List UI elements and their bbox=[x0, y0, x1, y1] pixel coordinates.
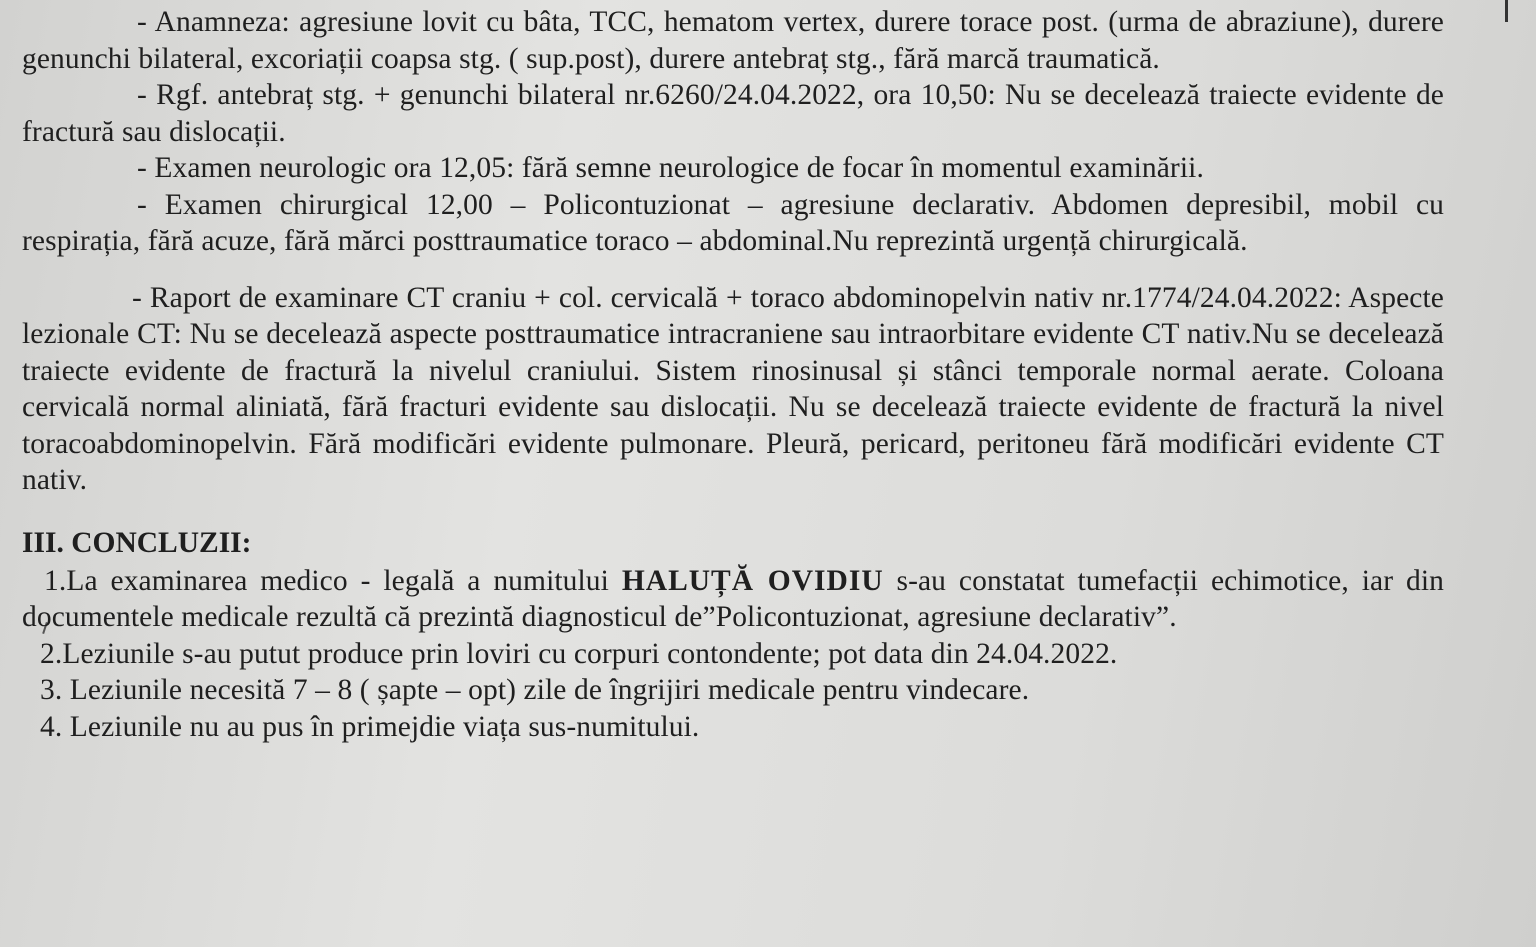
paragraph-radiography: - Rgf. antebraț stg. + genunchi bilateral nr.6260/24.04.2022, ora 10,50: Nu se decelează traiecte evidente de fractură sau dislocații. bbox=[22, 79, 1444, 148]
conclusion-item: 4. Leziunile nu au pus în primejdie viața sus-numitului. bbox=[40, 710, 700, 743]
document-body bbox=[22, 4, 1444, 745]
paragraph-anamneza: - Anamneza: agresiune lovit cu bâta, TCC, hematom vertex, durere torace post. (urma de abraziune), durere genunchi bilateral, excoriații coapsa stg. ( sup.post), durere antebraț stg., fără marcă traumatică. bbox=[22, 6, 1444, 75]
conclusions-heading: III. CONCLUZII: bbox=[22, 526, 252, 559]
edge-mark bbox=[1505, 0, 1508, 22]
paragraph-surgical-exam: - Examen chirurgical 12,00 – Policontuzionat – agresiune declarativ. Abdomen depresibil, mobil cu respirația, fără acuze, fără mărci posttraumatice toraco – abdominal.Nu reprezintă urgență chirurgicală. bbox=[22, 188, 1444, 257]
conclusion1-text-start: 1.La examinarea medico - legală a numitului bbox=[44, 564, 622, 597]
conclusion-item: 3. Leziunile necesită 7 – 8 ( șapte – opt) zile de îngrijiri medicale pentru vindecare. bbox=[40, 674, 1030, 706]
subject-name: HALUȚĂ OVIDIU bbox=[621, 564, 884, 597]
paragraph-neurological-exam: - Examen neurologic ora 12,05: fără semne neurologice de focar în momentul examinării. bbox=[137, 152, 1204, 184]
conclusion-item bbox=[22, 563, 1444, 636]
conclusion1-text-end: s-au constatat tumefacții echimotice, iar din documentele medicale rezultă că prezintă diagnosticul de”Policontuzionat, agresiune declarativ”. bbox=[22, 564, 1444, 633]
conclusion-item: 2.Leziunile s-au putut produce prin loviri cu corpuri contondente; pot data din 24.04.2022. bbox=[40, 637, 1118, 670]
paragraph-ct-report: - Raport de examinare CT craniu + col. cervicală + toraco abdominopelvin nativ nr.1774/24.04.2022: Aspecte lezionale CT: Nu se decelează aspecte posttraumatice intracraniene sau intraorbitare evidente CT nativ.Nu se decelează traiecte evidente de fractură la nivelul craniului. Sistem rinosinusal și stânci temporale normal aerate. Coloana cervicală normal aliniată, fără fracturi evidente sau dislocații. Nu se decelează traiecte evidente de fractură la nivel toracoabdominopelvin. Fără modificări evidente pulmonare. Pleură, pericard, peritoneu fără modificări evidente CT nativ. bbox=[22, 281, 1444, 496]
